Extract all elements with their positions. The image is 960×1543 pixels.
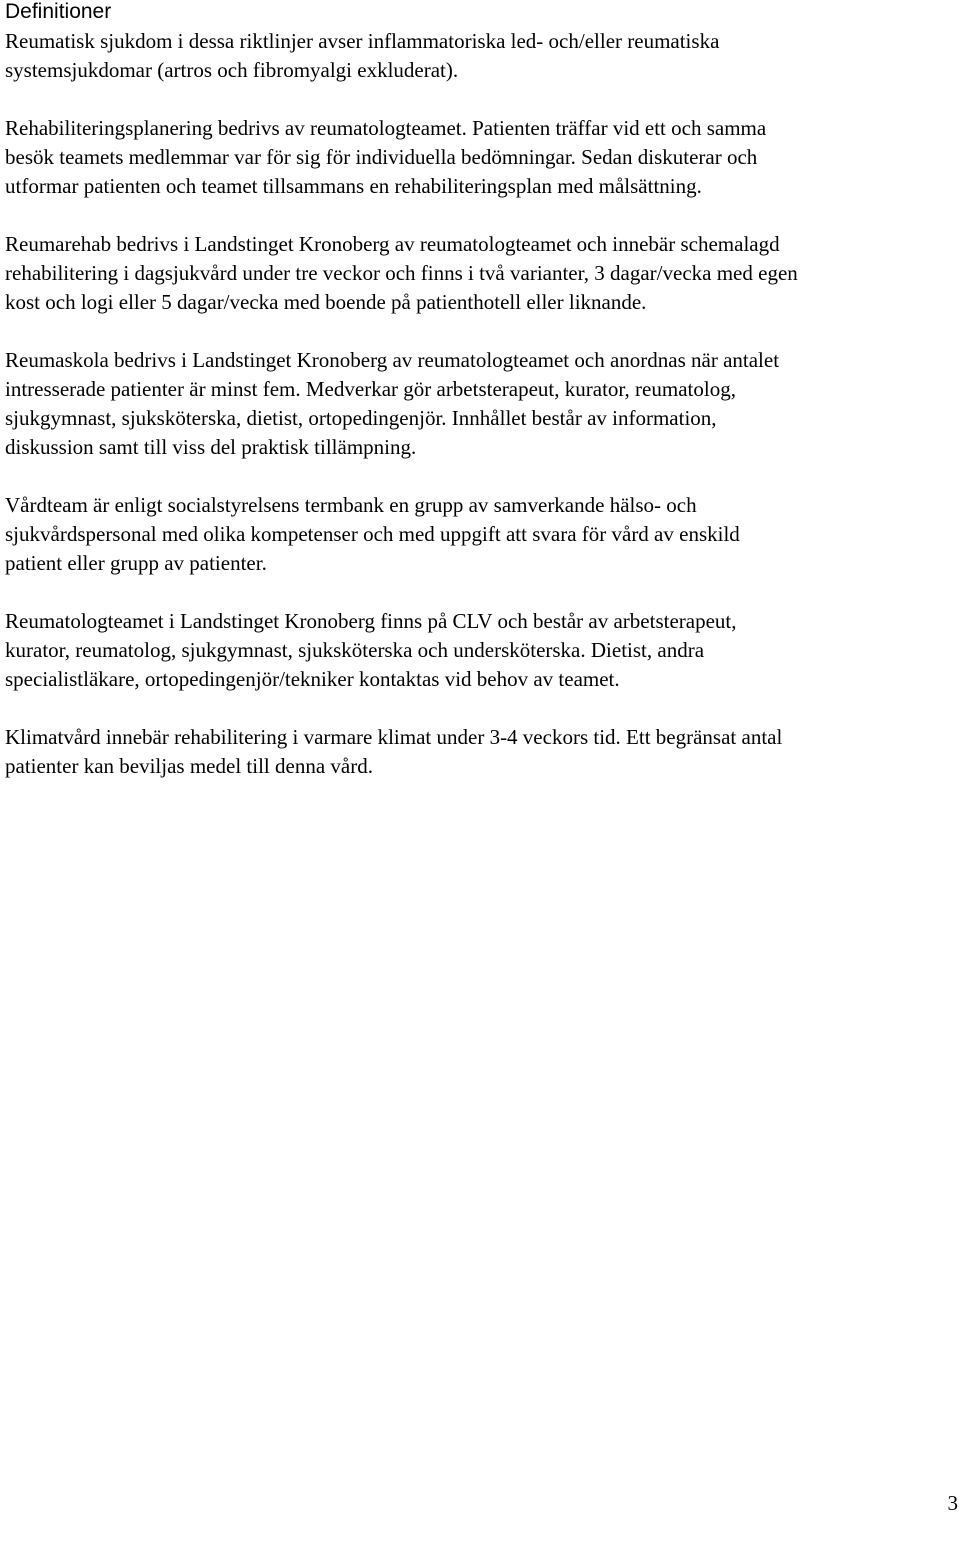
text-line: specialistläkare, ortopedingenjör/tekniker kontaktas vid behov av teamet. [5, 667, 620, 691]
text-line: patient eller grupp av patienter. [5, 551, 267, 575]
text-line: intresserade patienter är minst fem. Medverkar gör arbetsterapeut, kurator, reumatolog, [5, 377, 736, 401]
text-line: Reumatologteamet i Landstinget Kronoberg finns på CLV och består av arbetsterapeut, [5, 609, 737, 633]
text-line: utformar patienten och teamet tillsammans en rehabiliteringsplan med målsättning. [5, 174, 702, 198]
text-line: patienter kan beviljas medel till denna vård. [5, 754, 373, 778]
text-line: sjukvårdspersonal med olika kompetenser och med uppgift att svara för vård av enskild [5, 522, 740, 546]
text-line: diskussion samt till viss del praktisk tillämpning. [5, 435, 417, 459]
text-line: systemsjukdomar (artros och fibromyalgi exkluderat). [5, 58, 459, 82]
text-line: rehabilitering i dagsjukvård under tre veckor och finns i två varianter, 3 dagar/vecka med egen [5, 261, 798, 285]
text-line: Klimatvård innebär rehabilitering i varmare klimat under 3-4 veckors tid. Ett begränsat antal [5, 725, 783, 749]
text-line: Vårdteam är enligt socialstyrelsens termbank en grupp av samverkande hälso- och [5, 493, 697, 517]
section-heading: Definitioner [5, 0, 112, 23]
paragraph-vardteam [5, 491, 960, 578]
document-page [5, 0, 960, 810]
page-number: 3 [947, 1491, 958, 1515]
paragraph-rehabiliteringsplanering [5, 114, 960, 201]
paragraph-reumarehab [5, 230, 960, 317]
text-line: kurator, reumatolog, sjukgymnast, sjuksköterska och undersköterska. Dietist, andra [5, 638, 705, 662]
text-line: besök teamets medlemmar var för sig för individuella bedömningar. Sedan diskuterar och [5, 145, 758, 169]
text-line: Rehabiliteringsplanering bedrivs av reumatologteamet. Patienten träffar vid ett och samma [5, 116, 767, 140]
paragraph-klimatvard [5, 723, 960, 781]
text-line: Reumarehab bedrivs i Landstinget Kronoberg av reumatologteamet och innebär schemalagd [5, 232, 780, 256]
text-line: kost och logi eller 5 dagar/vecka med boende på patienthotell eller liknande. [5, 290, 647, 314]
text-line: Reumaskola bedrivs i Landstinget Kronoberg av reumatologteamet och anordnas när antalet [5, 348, 780, 372]
paragraph-reumatologteamet [5, 607, 960, 694]
paragraph-reumaskola [5, 346, 960, 462]
paragraph-reumatisk-sjukdom [5, 27, 960, 85]
text-line: sjukgymnast, sjuksköterska, dietist, ortopedingenjör. Innhållet består av information, [5, 406, 717, 430]
text-line: Reumatisk sjukdom i dessa riktlinjer avser inflammatoriska led- och/eller reumatiska [5, 29, 720, 53]
